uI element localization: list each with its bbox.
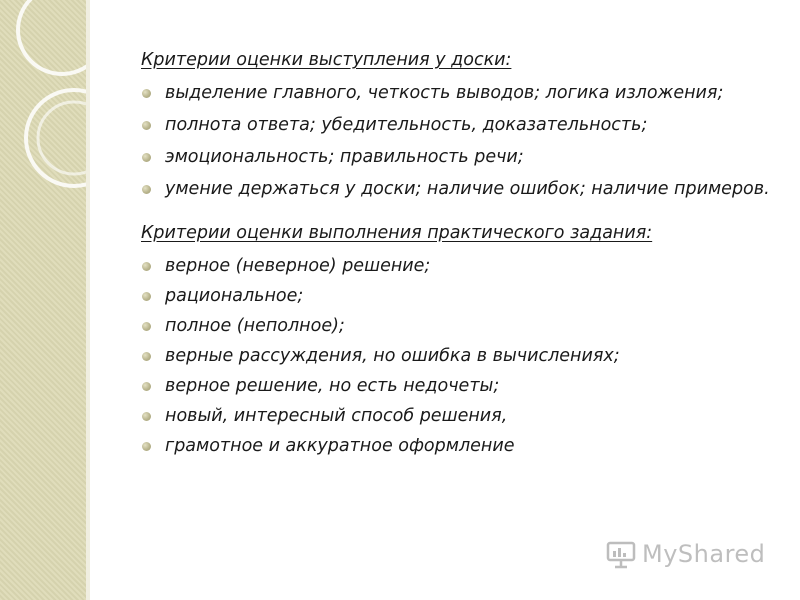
- bullet-icon: [142, 292, 151, 301]
- list-item-text: эмоциональность; правильность речи;: [165, 147, 524, 167]
- list-item-text: выделение главного, четкость выводов; логика изложения;: [165, 83, 724, 103]
- list-item-text: умение держаться у доски; наличие ошибок; наличие примеров.: [165, 179, 770, 199]
- bullet-icon: [142, 262, 151, 271]
- list-item-text: новый, интересный способ решения,: [165, 406, 508, 426]
- practical-task-criteria-list: [141, 256, 771, 457]
- list-item-text: рациональное;: [165, 286, 304, 306]
- list-item: [141, 286, 771, 307]
- list-item-text: верное решение, но есть недочеты;: [165, 376, 500, 396]
- list-item: [141, 406, 771, 427]
- bullet-icon: [142, 153, 151, 162]
- watermark-text: MyShared: [642, 540, 766, 568]
- presentation-board-icon: [606, 539, 636, 569]
- list-item: [141, 115, 771, 136]
- watermark-logo: [606, 537, 765, 571]
- list-item-text: полнота ответа; убедительность, доказательность;: [165, 115, 648, 135]
- bullet-icon: [142, 412, 151, 421]
- slide-content: [141, 50, 771, 466]
- list-item-text: полное (неполное);: [165, 316, 345, 336]
- bullet-icon: [142, 382, 151, 391]
- ring-middle-inner: [38, 102, 86, 174]
- list-item-text: верные рассуждения, но ошибка в вычислениях;: [165, 346, 620, 366]
- list-item-text: грамотное и аккуратное оформление: [165, 436, 515, 456]
- list-item: [141, 83, 771, 104]
- list-item: [141, 147, 771, 168]
- bullet-icon: [142, 121, 151, 130]
- bullet-icon: [142, 352, 151, 361]
- bullet-icon: [142, 89, 151, 98]
- decorative-side-panel: [0, 0, 86, 600]
- section-heading-practical-task: Критерии оценки выполнения практического задания:: [141, 223, 653, 243]
- list-item: [141, 256, 771, 277]
- list-item: [141, 346, 771, 367]
- bullet-icon: [142, 322, 151, 331]
- board-answer-criteria-list: [141, 83, 771, 200]
- list-item: [141, 376, 771, 397]
- ring-top: [18, 0, 86, 74]
- bullet-icon: [142, 185, 151, 194]
- bullet-icon: [142, 442, 151, 451]
- list-item-text: верное (неверное) решение;: [165, 256, 431, 276]
- decorative-rings: [0, 0, 86, 600]
- list-item: [141, 179, 771, 200]
- section-heading-board-answer: Критерии оценки выступления у доски:: [141, 50, 512, 70]
- list-item: [141, 316, 771, 337]
- side-panel-edge: [86, 0, 90, 600]
- ring-middle-outer: [26, 90, 86, 186]
- list-item: [141, 436, 771, 457]
